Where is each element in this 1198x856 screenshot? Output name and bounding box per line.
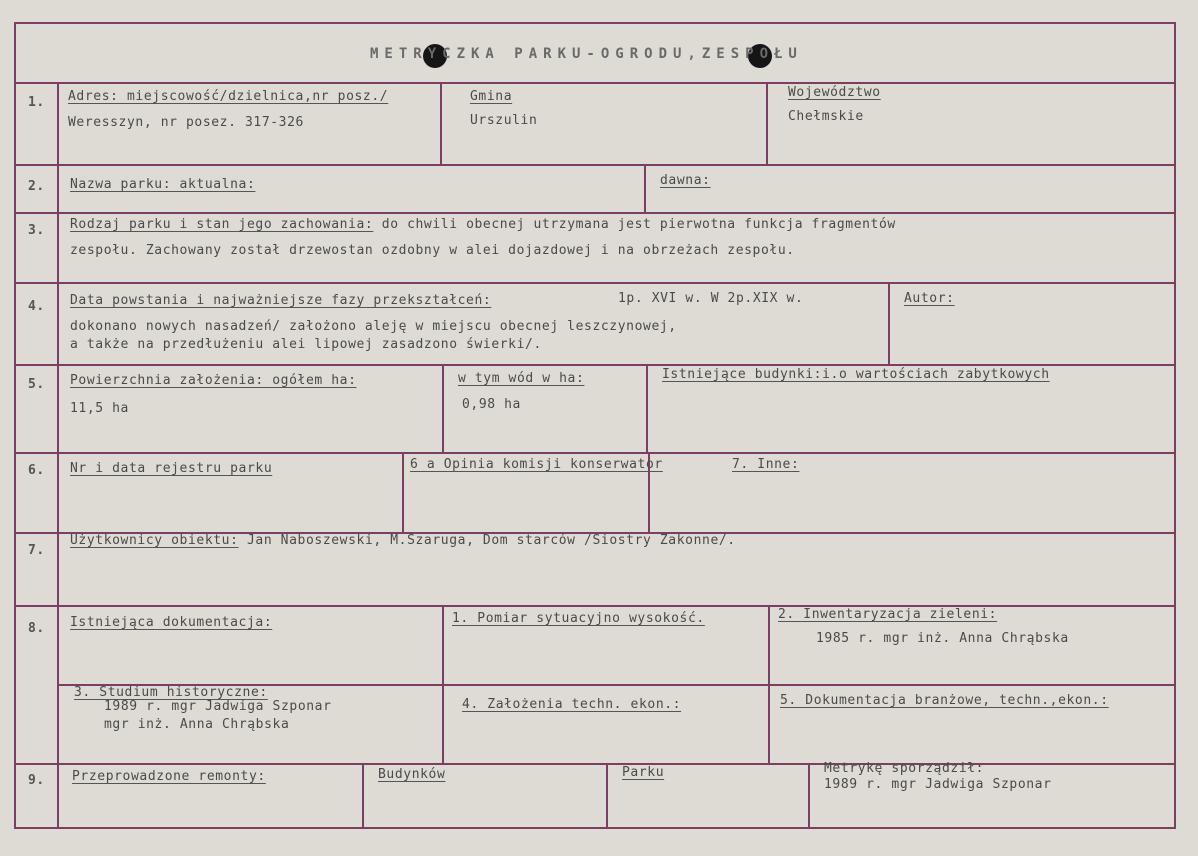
row-number-5: 5.	[28, 377, 45, 392]
historical-study-value-1: 1989 r. mgr Jadwiga Szponar	[104, 699, 332, 714]
row-number-2: 2.	[28, 179, 45, 194]
address-value: Weresszyn, nr posez. 317-326	[68, 115, 304, 130]
water-area-label: w tym wód w ha:	[458, 371, 585, 386]
renovations-park-label: Parku	[622, 765, 665, 780]
park-type-label: Rodzaj parku i stan jego zachowania:	[70, 217, 374, 232]
renovations-label: Przeprowadzone remonty:	[72, 769, 266, 784]
buildings-label: Istniejące budynki:i.o wartościach zabytkowych	[662, 367, 1050, 382]
area-value: 11,5 ha	[70, 401, 129, 416]
inventory-label: 2. Inwentaryzacja zieleni:	[778, 607, 998, 622]
row-number-6: 6.	[28, 463, 45, 478]
survey-label: 1. Pomiar sytuacyjno wysokość.	[452, 611, 705, 626]
former-name-label: dawna:	[660, 173, 711, 188]
author-label: Autor:	[904, 291, 955, 306]
row-number-7: 7.	[28, 543, 45, 558]
row-number-3: 3.	[28, 223, 45, 238]
row-number-9: 9.	[28, 773, 45, 788]
row-number-4: 4.	[28, 299, 45, 314]
park-type-text-1: do chwili obecnej utrzymana jest pierwotna funkcja fragmentów	[373, 217, 896, 232]
prepared-by-label: Metrykę sporządził:	[824, 761, 985, 776]
history-dates: 1p. XVI w. W 2p.XIX w.	[618, 291, 804, 306]
water-area-value: 0,98 ha	[462, 397, 521, 412]
prepared-by-value: 1989 r. mgr Jadwiga Szponar	[824, 777, 1052, 792]
users-line	[70, 532, 736, 550]
row-number-1: 1.	[28, 95, 45, 110]
conservator-opinion-label: 6 a Opinia komisji konserwator	[410, 457, 663, 472]
row-number-8: 8.	[28, 621, 45, 636]
gmina-label: Gmina	[470, 89, 513, 104]
voivodeship-value: Chełmskie	[788, 109, 864, 124]
card-title: METRYCZKA PARKU-OGRODU,ZESPOŁU	[370, 46, 803, 62]
historical-study-value-2: mgr inż. Anna Chrąbska	[104, 717, 290, 732]
gmina-value: Urszulin	[470, 113, 538, 128]
other-label: 7. Inne:	[732, 457, 800, 472]
branch-documentation-label: 5. Dokumentacja branżowe, techn.,ekon.:	[780, 693, 1109, 708]
register-label: Nr i data rejestru parku	[70, 461, 273, 476]
inventory-value: 1985 r. mgr inż. Anna Chrąbska	[816, 631, 1069, 646]
users-value: Jan Naboszewski, M.Szaruga, Dom starców /Siostry Zakonne/.	[238, 533, 736, 548]
documentation-label: Istniejąca dokumentacja:	[70, 615, 273, 630]
voivodeship-label: Województwo	[788, 85, 881, 100]
renovations-buildings-label: Budynków	[378, 767, 446, 782]
tech-assumptions-label: 4. Założenia techn. ekon.:	[462, 697, 682, 712]
history-text-2: a także na przedłużeniu alei lipowej zasadzono świerki/.	[70, 337, 542, 352]
history-text-1: dokonano nowych nasadzeń/ założono aleję w miejscu obecnej leszczynowej,	[70, 319, 677, 334]
historical-study-label: 3. Studium historyczne:	[74, 685, 268, 700]
users-label: Użytkownicy obiektu:	[70, 533, 239, 548]
address-label: Adres: miejscowość/dzielnica,nr posz./	[68, 89, 389, 104]
history-phases-label: Data powstania i najważniejsze fazy przekształceń:	[70, 293, 492, 308]
park-name-label: Nazwa parku: aktualna:	[70, 177, 256, 192]
park-type-line-1	[70, 216, 896, 234]
park-type-text-2: zespołu. Zachowany został drzewostan ozdobny w alei dojazdowej i na obrzeżach zespołu.	[70, 243, 795, 258]
area-label: Powierzchnia założenia: ogółem ha:	[70, 373, 357, 388]
